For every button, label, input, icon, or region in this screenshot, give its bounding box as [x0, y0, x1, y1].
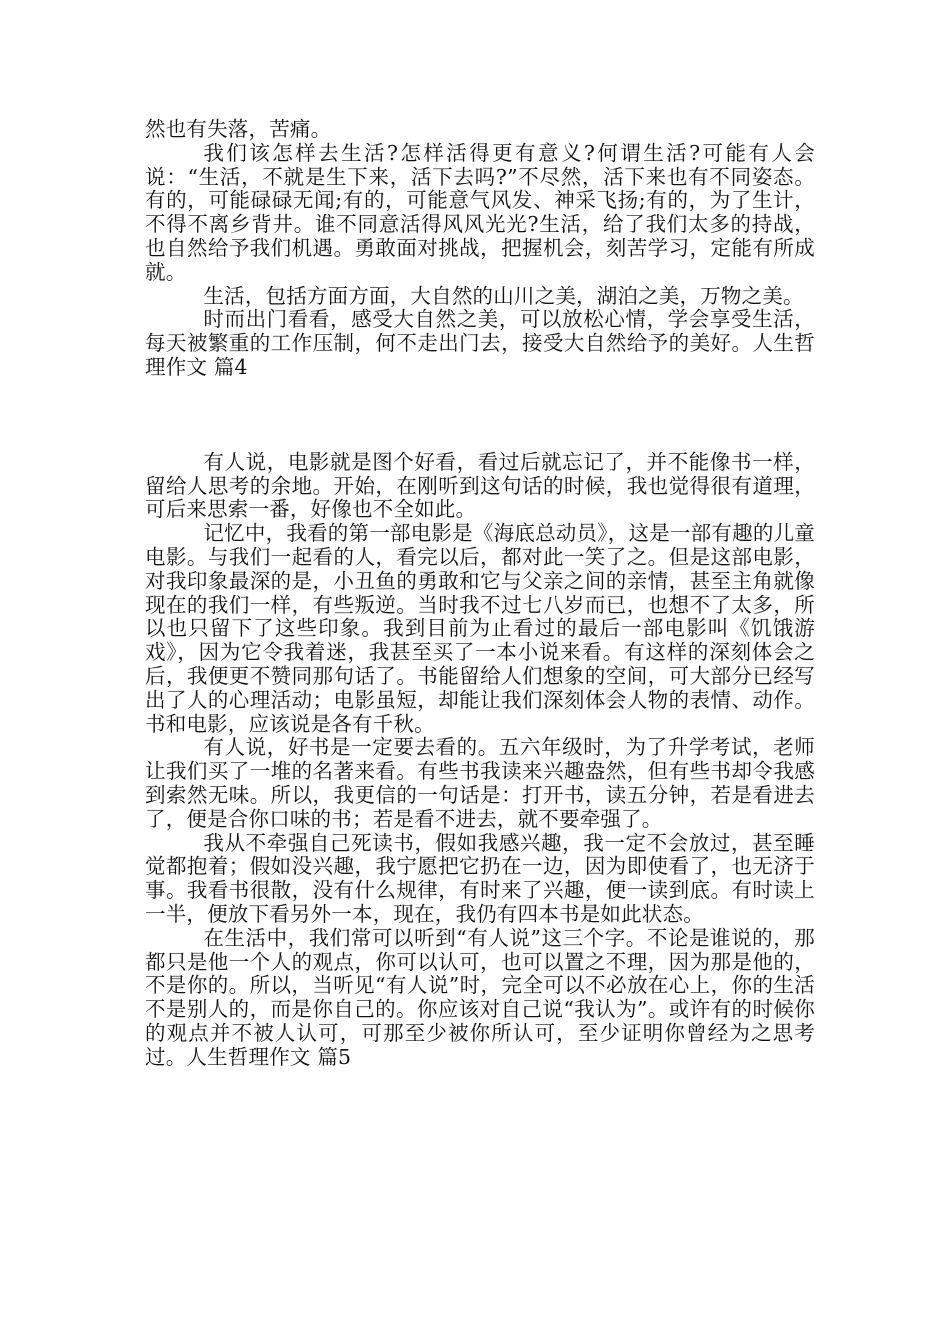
document-page [145, 118, 815, 1069]
section-gap [145, 380, 815, 451]
paragraph-continuation: 然也有失落，苦痛。 [145, 117, 332, 141]
paragraph: 有人说，电影就是图个好看，看过后就忘记了，并不能像书一样，留给人思考的余地。开始，在刚听到这句话的时候，我也觉得很有道理，可后来思索一番，好像也不全如此。 [145, 449, 815, 522]
paragraph: 在生活中，我们常可以听到“有人说”这三个字。不论是谁说的，那都只是他一个人的观点，你可以认可，也可以置之不理，因为那是他的，不是你的。所以，当听见“有人说”时，完全可以不必放在心上，你的生活不是别人的，而是你自己的。你应该对自己说“我认为”。或许有的时候你的观点并不被人认可，可那至少被你所认可，至少证明你曾经为之思考过。人生哲理作文 篇5 [145, 925, 815, 1069]
paragraph: 我们该怎样去生活?怎样活得更有意义?何谓生活?可能有人会说：“生活，不就是生下来，活下去吗?”不尽然，活下来也有不同姿态。有的，可能碌碌无闻;有的，可能意气风发、神采飞扬;有的，为了生计，不得不离乡背井。谁不同意活得风风光光?生活，给了我们太多的持战，也自然给予我们机遇。勇敢面对挑战，把握机会，刻苦学习，定能有所成就。 [145, 140, 815, 284]
paragraph: 生活，包括方面方面，大自然的山川之美，湖泊之美，万物之美。 [203, 283, 804, 308]
paragraph: 记忆中，我看的第一部电影是《海底总动员》，这是一部有趣的儿童电影。与我们一起看的人，看完以后，都对此一笑了之。但是这部电影，对我印象最深的是，小丑鱼的勇敢和它与父亲之间的亲情，甚至主角就像现在的我们一样，有些叛逆。当时我不过七八岁而已，也想不了太多，所以也只留下了这些印象。我到目前为止看过的最后一部电影叫《饥饿游戏》，因为它令我着迷，我甚至买了一本小说来看。有这样的深刻体会之后，我便更不赞同那句话了。书能留给人们想象的空间，可大部分已经写出了人的心理活动；电影虽短，却能让我们深刻体会人物的表情、动作。书和电影，应该说是各有千秋。 [145, 521, 815, 736]
paragraph: 时而出门看看，感受大自然之美，可以放松心情，学会享受生活，每天被繁重的工作压制，何不走出门去，接受大自然给予的美好。人生哲理作文 篇4 [145, 307, 815, 379]
paragraph: 有人说，好书是一定要去看的。五六年级时，为了升学考试，老师让我们买了一堆的名著来看。有些书我读来兴趣盎然，但有些书却令我感到索然无味。所以，我更信的一句话是：打开书，读五分钟，若是看进去了，便是合你口味的书；若是看不进去，就不要牵强了。 [145, 735, 815, 831]
paragraph: 我从不牵强自己死读书，假如我感兴趣，我一定不会放过，甚至睡觉都抱着；假如没兴趣，我宁愿把它扔在一边，因为即使看了，也无济于事。我看书很散，没有什么规律，有时来了兴趣，便一读到底。有时读上一半，便放下看另外一本，现在，我仍有四本书是如此状态。 [145, 830, 815, 926]
